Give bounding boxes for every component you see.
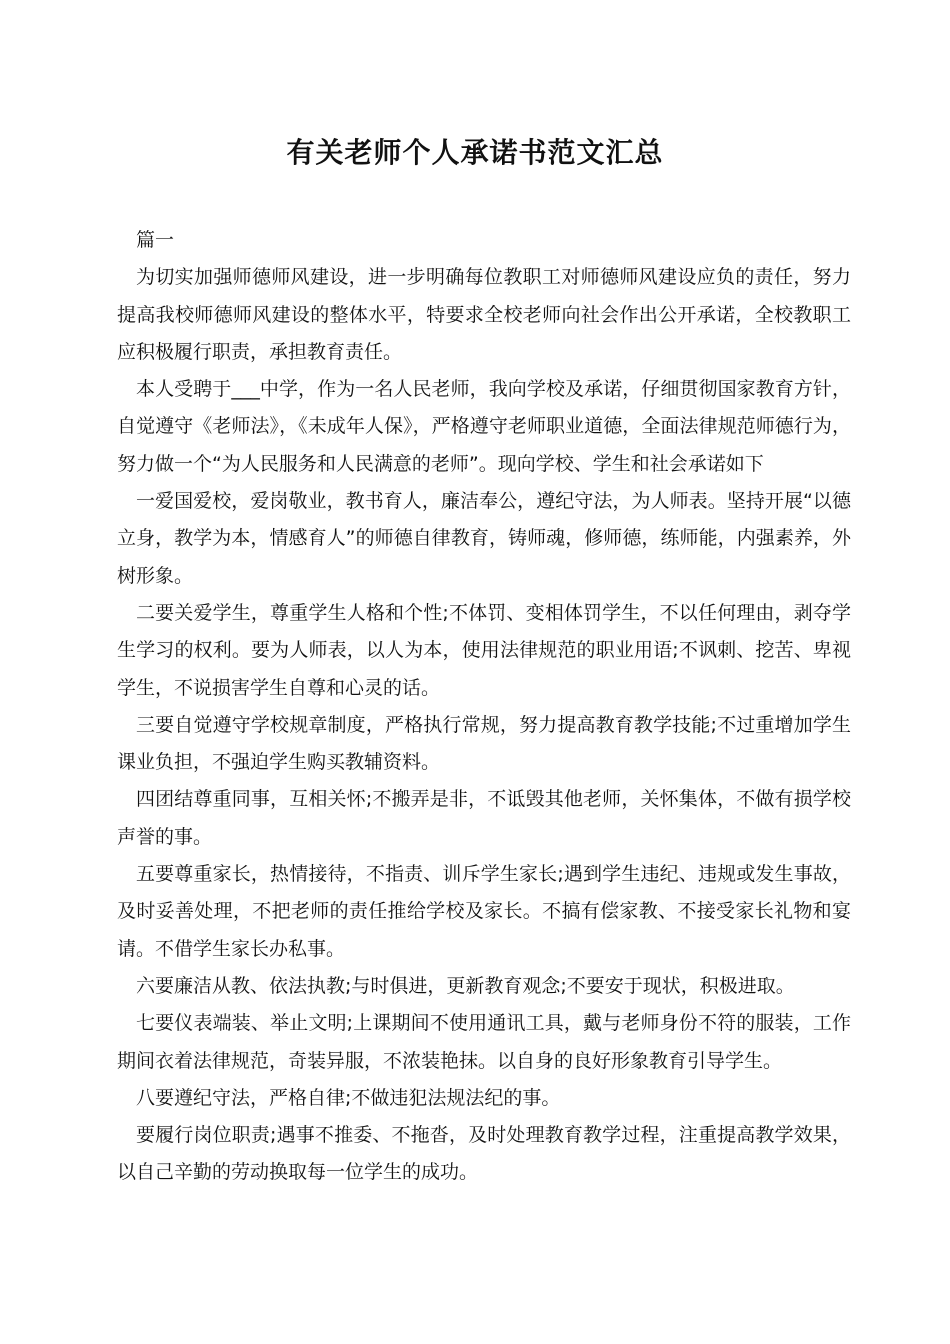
- paragraph-item-1: 一爱国爱校，爱岗敬业，教书育人，廉洁奉公，遵纪守法，为人师表。坚持开展“以德立身，教学为本，情感育人”的师德自律教育，铸师魂，修师德，练师能，内强素养，外树形象。: [117, 490, 851, 587]
- paragraph-item-5: 五要尊重家长，热情接待，不指责、训斥学生家长;遇到学生违纪、违规或发生事故，及时妥善处理，不把老师的责任推给学校及家长。不搞有偿家教、不接受家长礼物和宴请。不借学生家长办私事。: [117, 863, 851, 960]
- paragraph-item-6: 六要廉洁从教、依法执教;与时俱进，更新教育观念;不要安于现状，积极进取。: [136, 974, 795, 997]
- paragraph-intro: 为切实加强师德师风建设，进一步明确每位教职工对师德师风建设应负的责任，努力提高我校师德师风建设的整体水平，特要求全校老师向社会作出公开承诺，全校教职工应积极履行职责，承担教育责任。: [117, 266, 851, 363]
- section-label: 篇一: [136, 229, 175, 251]
- paragraph-item-3: 三要自觉遵守学校规章制度，严格执行常规，努力提高教育教学技能;不过重增加学生课业负担，不强迫学生购买教辅资料。: [117, 713, 851, 774]
- paragraph-item-4: 四团结尊重同事，互相关怀;不搬弄是非，不诋毁其他老师，关怀集体，不做有损学校声誉的事。: [117, 788, 851, 848]
- paragraph-pledge-statement: 本人受聘于___中学，作为一名人民老师，我向学校及承诺，仔细贯彻国家教育方针，自觉遵守《老师法》，《未成年人保》，严格遵守老师职业道德，全面法律规范师德行为，努力做一个“为人民服务和人民满意的老师”。现向学校、学生和社会承诺如下: [117, 378, 851, 475]
- paragraph-item-9: 要履行岗位职责;遇事不推委、不拖沓，及时处理教育教学过程，注重提高教学效果，以自己辛勤的劳动换取每一位学生的成功。: [117, 1124, 851, 1184]
- paragraph-item-2: 二要关爱学生，尊重学生人格和个性;不体罚、变相体罚学生，不以任何理由，剥夺学生学习的权利。要为人师表，以人为本，使用法律规范的职业用语;不讽刺、挖苦、卑视学生，不说损害学生自尊和心灵的话。: [117, 601, 851, 699]
- document-title: 有关老师个人承诺书范文汇总: [286, 136, 664, 169]
- document-body: [117, 222, 851, 1192]
- paragraph-item-7: 七要仪表端装、举止文明;上课期间不使用通讯工具，戴与老师身份不符的服装，工作期间衣着法律规范，奇装异服，不浓装艳抹。以自身的良好形象教育引导学生。: [117, 1012, 851, 1072]
- paragraph-item-8: 八要遵纪守法，严格自律;不做违犯法规法纪的事。: [136, 1086, 561, 1109]
